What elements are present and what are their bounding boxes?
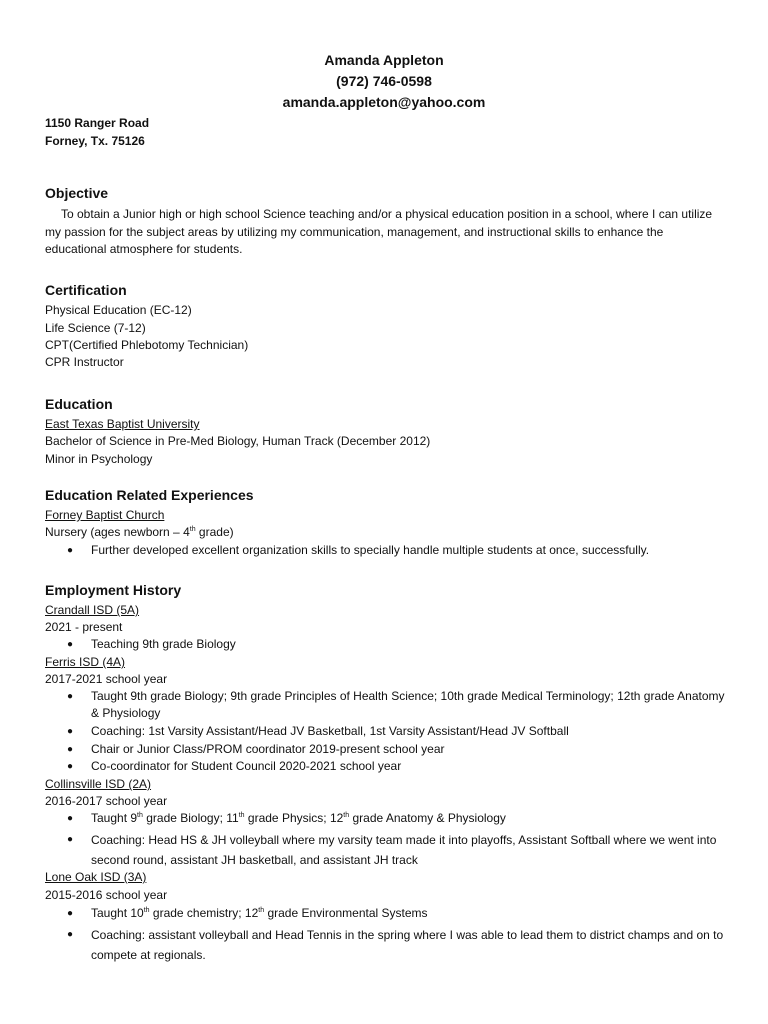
certification-heading: Certification	[45, 282, 127, 298]
address-line-1: 1150 Ranger Road	[45, 116, 150, 130]
resume-header	[0, 50, 768, 113]
bullet-icon: ●	[67, 691, 74, 702]
cert-item: Physical Education (EC-12)	[45, 303, 192, 317]
experience-role: Nursery (ages newborn – 4th grade)	[45, 525, 234, 539]
employer-name: Lone Oak ISD (3A)	[45, 870, 147, 884]
experiences-heading: Education Related Experiences	[45, 487, 254, 503]
employer-name: Crandall ISD (5A)	[45, 603, 140, 617]
employer-dates: 2021 - present	[45, 620, 123, 634]
bullet-icon: ●	[67, 813, 74, 824]
list-item: ● Taught 9th grade Biology; 9th grade Principles of Health Science; 10th grade Medical Terminology; 12th grade Anatomy & Physiology	[67, 689, 725, 720]
address-block	[45, 114, 149, 150]
list-item: ● Chair or Junior Class/PROM coordinator 2019-present school year	[67, 742, 445, 756]
cert-item: CPR Instructor	[45, 355, 124, 369]
list-item: ● Further developed excellent organization skills to specially handle multiple students at once, successfully.	[67, 543, 650, 557]
bullet-icon: ●	[67, 545, 74, 556]
applicant-email: amanda.appleton@yahoo.com	[282, 94, 486, 110]
address-line-2: Forney, Tx. 75126	[45, 134, 145, 148]
list-item: ● Coaching: Head HS & JH volleyball where my varsity team made it into playoffs, Assistant Softball where we went into second round, assistant JH basketball, and assistant JH track	[67, 830, 727, 870]
objective-text: To obtain a Junior high or high school Science teaching and/or a physical education position in a school, where I can utilize my passion for the subject areas by utilizing my communication, management, and instructional skills to enhance the educational atmosphere for students.	[45, 207, 713, 256]
education-school: East Texas Baptist University	[45, 417, 200, 431]
bullet-icon: ●	[67, 639, 74, 650]
list-item: ● Coaching: 1st Varsity Assistant/Head JV Basketball, 1st Varsity Assistant/Head JV Softball	[67, 724, 569, 738]
objective-heading: Objective	[45, 185, 109, 201]
employer-name: Ferris ISD (4A)	[45, 655, 126, 669]
employer-dates: 2017-2021 school year	[45, 672, 168, 686]
list-item: ● Taught 10th grade chemistry; 12th grade Environmental Systems	[67, 906, 428, 920]
bullet-icon: ●	[67, 929, 74, 940]
applicant-name: Amanda Appleton	[324, 52, 444, 68]
bullet-icon: ●	[67, 834, 74, 845]
cert-item: Life Science (7-12)	[45, 321, 146, 335]
employer-dates: 2015-2016 school year	[45, 888, 168, 902]
list-item: ● Co-coordinator for Student Council 2020-2021 school year	[67, 759, 402, 773]
list-item: ● Taught 9th grade Biology; 11th grade Physics; 12th grade Anatomy & Physiology	[67, 811, 506, 825]
applicant-phone: (972) 746-0598	[336, 73, 432, 89]
bullet-icon: ●	[67, 726, 74, 737]
employer-name: Collinsville ISD (2A)	[45, 777, 152, 791]
education-heading: Education	[45, 396, 113, 412]
education-degree: Bachelor of Science in Pre-Med Biology, Human Track (December 2012)	[45, 434, 431, 448]
bullet-icon: ●	[67, 761, 74, 772]
bullet-icon: ●	[67, 908, 74, 919]
cert-item: CPT(Certified Phlebotomy Technician)	[45, 338, 249, 352]
bullet-icon: ●	[67, 744, 74, 755]
education-minor: Minor in Psychology	[45, 452, 153, 466]
list-item: ● Coaching: assistant volleyball and Head Tennis in the spring where I was able to lead them to district champs and on to compete at regionals.	[67, 925, 727, 965]
employment-heading: Employment History	[45, 582, 182, 598]
employer-dates: 2016-2017 school year	[45, 794, 168, 808]
list-item: ● Teaching 9th grade Biology	[67, 637, 236, 651]
experience-org: Forney Baptist Church	[45, 508, 165, 522]
